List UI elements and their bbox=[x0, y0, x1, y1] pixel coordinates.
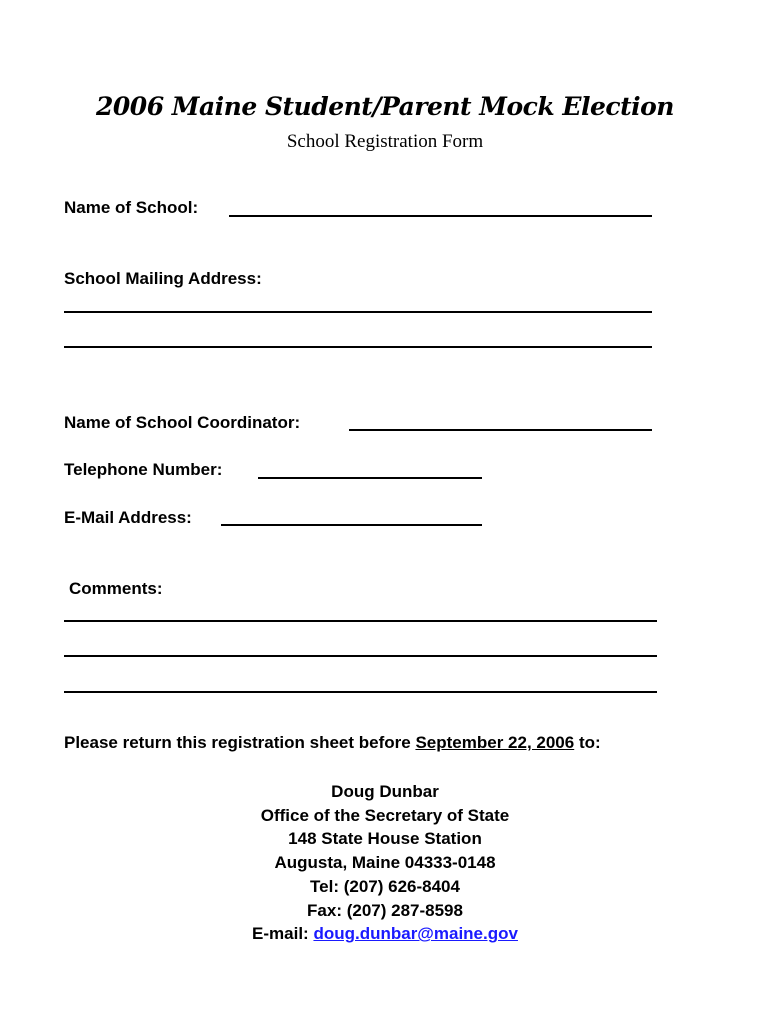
contact-tel: Tel: (207) 626-8404 bbox=[310, 876, 460, 896]
telephone-label: Telephone Number: bbox=[64, 460, 223, 479]
return-instructions bbox=[64, 733, 601, 753]
coordinator-label: Name of School Coordinator: bbox=[64, 413, 301, 432]
return-deadline: September 22, 2006 bbox=[415, 733, 575, 752]
form-subtitle: School Registration Form bbox=[286, 131, 484, 152]
contact-city: Augusta, Maine 04333-0148 bbox=[274, 853, 496, 873]
contact-email-link[interactable]: doug.dunbar@maine.gov bbox=[313, 924, 518, 944]
mailing-address-line-1[interactable] bbox=[64, 311, 652, 313]
email-field[interactable] bbox=[221, 524, 482, 526]
return-suffix: to: bbox=[574, 733, 601, 752]
contact-office: Office of the Secretary of State bbox=[260, 805, 510, 825]
email-label: E-Mail Address: bbox=[64, 508, 192, 527]
mailing-address-label: School Mailing Address: bbox=[64, 269, 262, 288]
comments-line-3[interactable] bbox=[64, 691, 657, 693]
telephone-field[interactable] bbox=[258, 477, 482, 479]
coordinator-field[interactable] bbox=[349, 429, 652, 431]
school-name-label: Name of School: bbox=[64, 198, 199, 217]
contact-block bbox=[0, 780, 770, 946]
contact-email-label: E-mail: bbox=[252, 924, 314, 944]
contact-name: Doug Dunbar bbox=[331, 782, 439, 801]
contact-email-row bbox=[0, 922, 770, 946]
return-prefix: Please return this registration sheet before bbox=[64, 733, 416, 752]
form-title: 2006 Maine Student/Parent Mock Election bbox=[96, 92, 674, 121]
comments-line-1[interactable] bbox=[64, 620, 657, 622]
school-name-field[interactable] bbox=[229, 215, 652, 217]
mailing-address-line-2[interactable] bbox=[64, 346, 652, 348]
comments-line-2[interactable] bbox=[64, 655, 657, 657]
contact-fax: Fax: (207) 287-8598 bbox=[307, 900, 463, 920]
comments-label: Comments: bbox=[69, 579, 163, 598]
contact-station: 148 State House Station bbox=[288, 829, 482, 849]
